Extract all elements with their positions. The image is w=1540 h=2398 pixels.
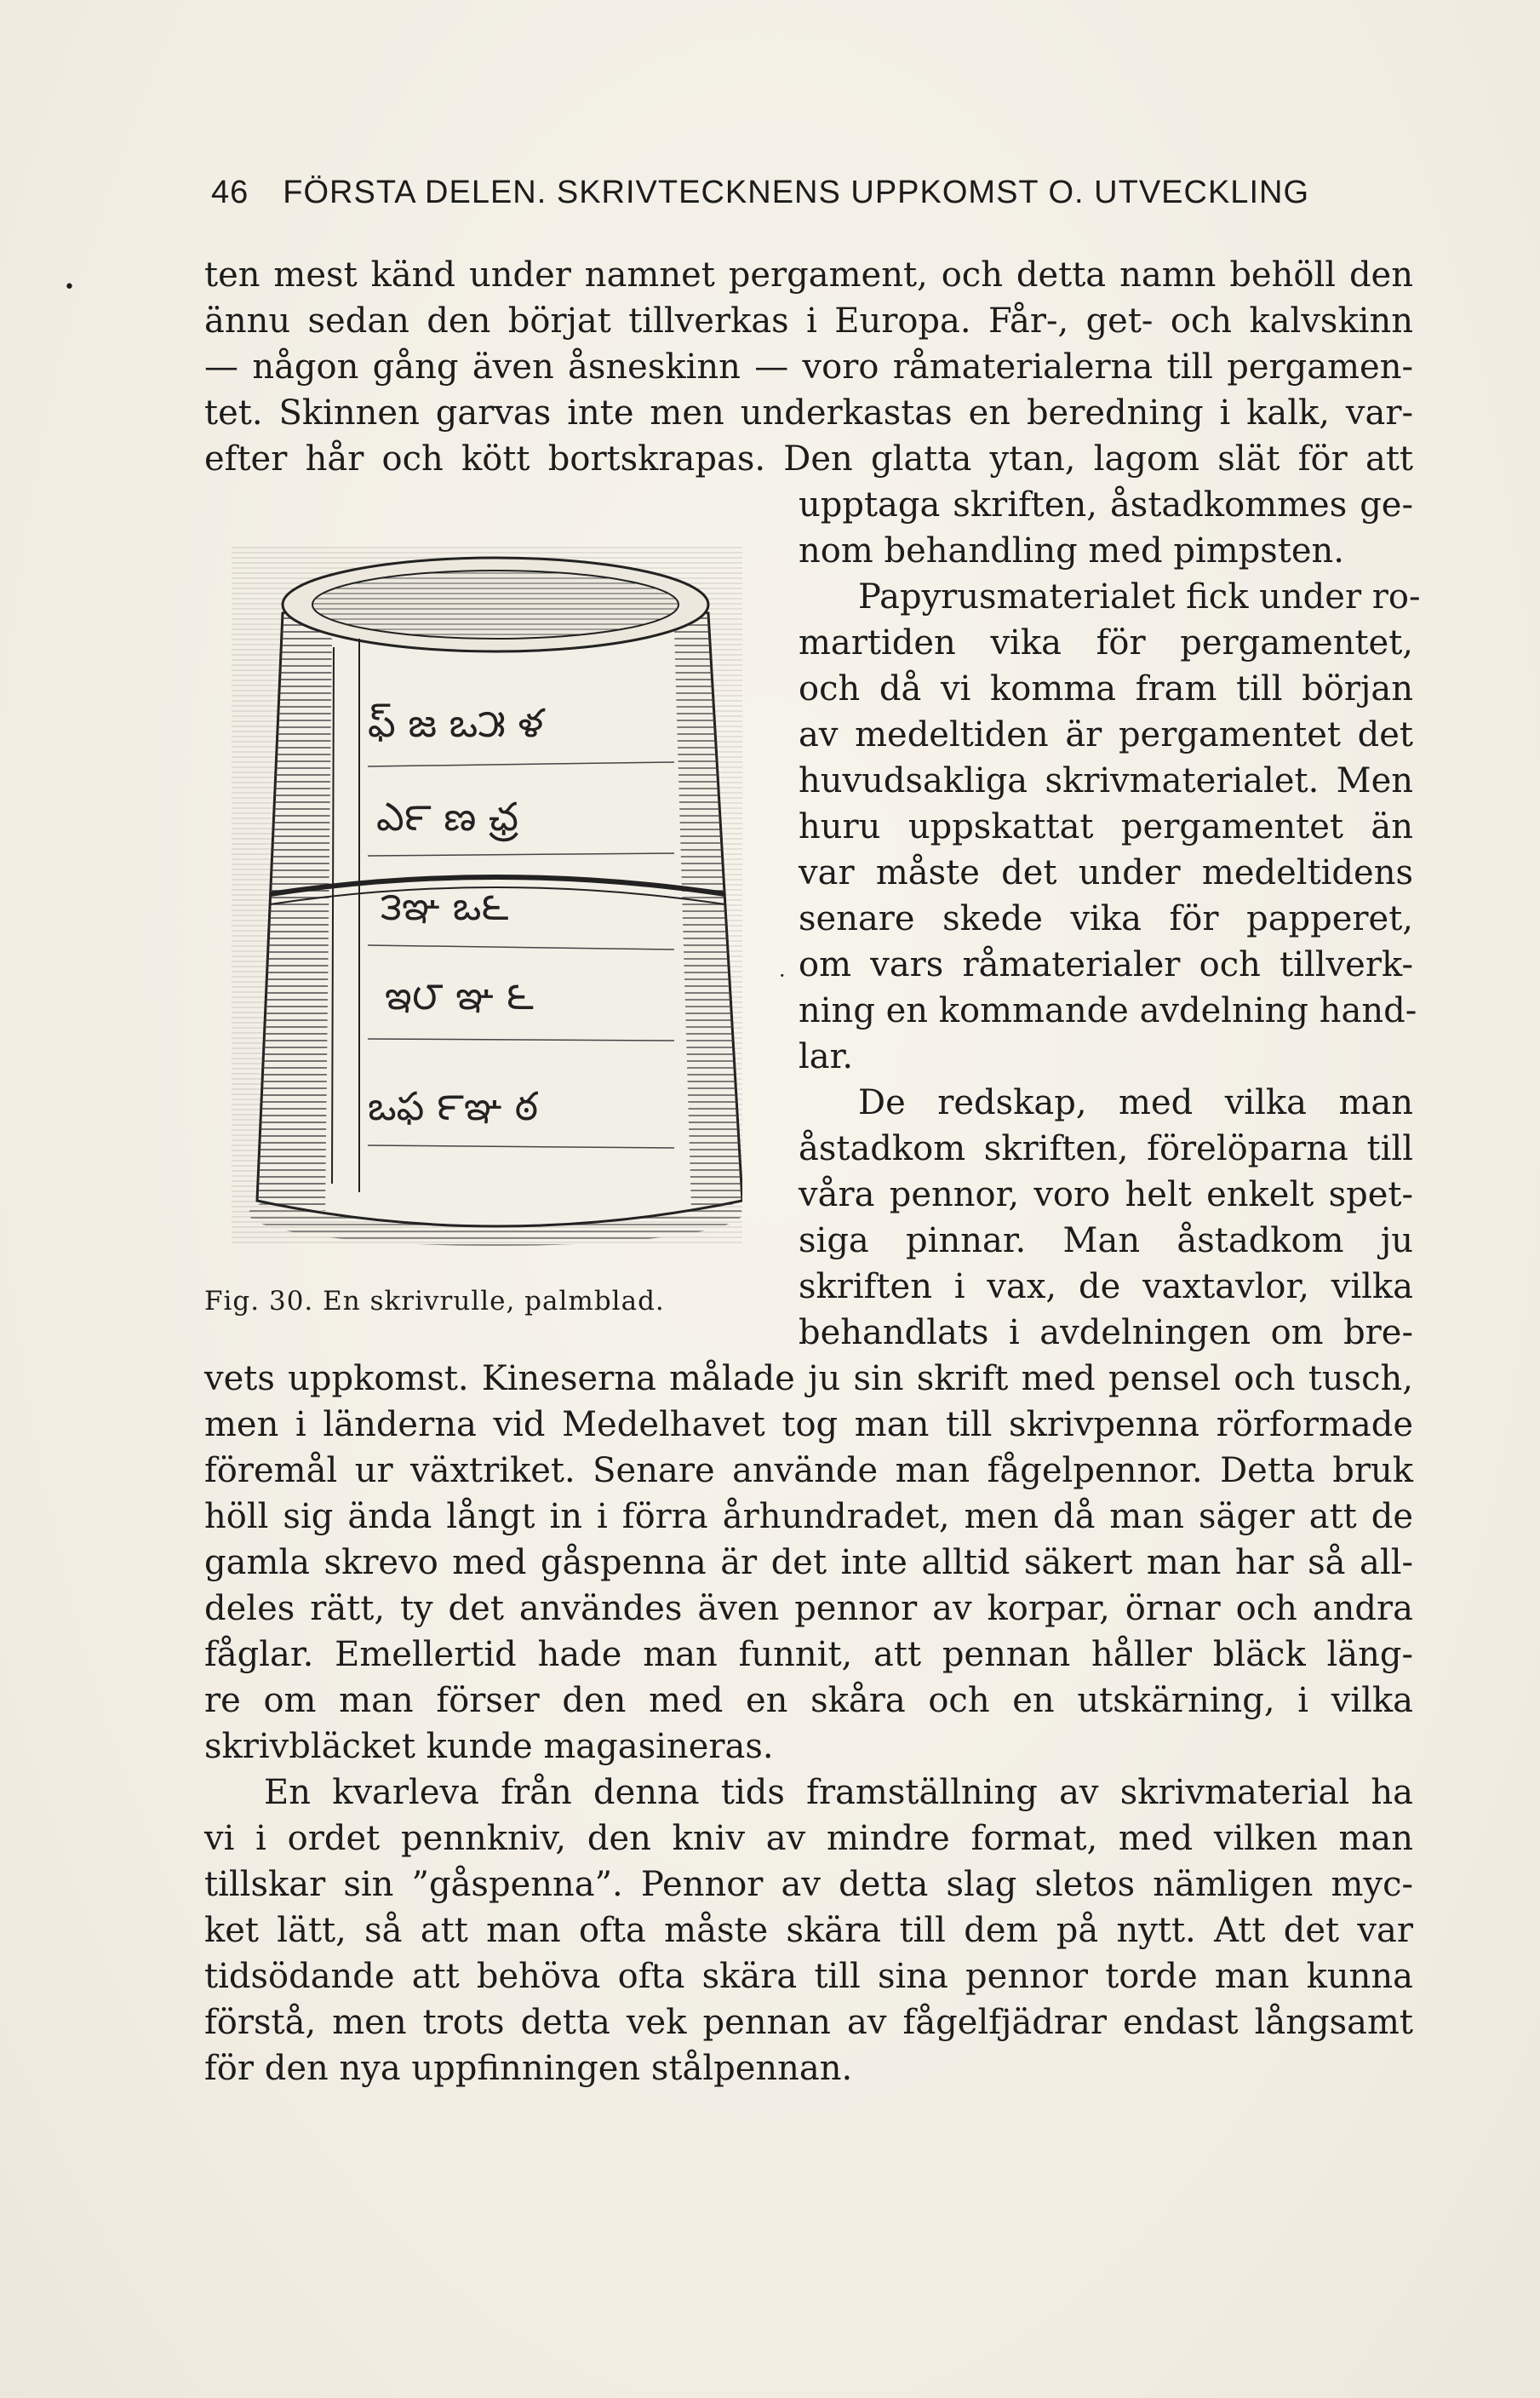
text-line: siga pinnar. Man åstadkom ju [799, 1221, 1413, 1260]
figure-caption: Fig. 30. En skrivrulle, palmblad. [204, 1286, 665, 1317]
svg-text:ఇ౮ ఞ ౬: ఇ౮ ఞ ౬ [385, 972, 535, 1018]
svg-text:౩ఞ ఒ౬: ౩ఞ ఒ౬ [381, 883, 509, 929]
svg-text:ఒఫ ౯ఞ ఠ: ఒఫ ౯ఞ ఠ [368, 1083, 538, 1129]
text-line: vets uppkomst. Kineserna målade ju sin skrift med pensel och tusch, [204, 1359, 1413, 1398]
page-number: 46 [211, 175, 249, 210]
text-line: för den nya uppfinningen stålpennan. [204, 2049, 853, 2088]
text-line: deles rätt, ty det användes även pennor av korpar, örnar och andra [204, 1589, 1413, 1628]
text-line: skriften i vax, de vaxtavlor, vilka [799, 1267, 1413, 1306]
text-line: re om man förser den med en skåra och en utskärning, i vilka [204, 1681, 1413, 1720]
text-line: upptaga skriften, åstadkommes ge- [799, 485, 1413, 525]
text-line: ket lätt, så att man ofta måste skära till dem på nytt. Att det var [204, 1911, 1413, 1950]
margin-mark: · [779, 964, 786, 988]
text-line: Papyrusmaterialet fick under ro- [858, 577, 1421, 617]
text-line: fåglar. Emellertid hade man funnit, att pennan håller bläck läng- [204, 1635, 1413, 1674]
text-line: nom behandling med pimpsten. [799, 531, 1345, 571]
running-header [211, 175, 1437, 211]
svg-text:ఎ౯ ణ ఛ్ర: ఎ౯ ణ ఛ్ర [376, 794, 519, 840]
text-line: lar. [799, 1037, 854, 1076]
text-line: tidsödande att behöva ofta skära till sina pennor torde man kunna [204, 1957, 1413, 1996]
text-line: tillskar sin ”gåspenna”. Pennor av detta slag sletos nämligen myc- [204, 1865, 1413, 1904]
text-line: förstå, men trots detta vek pennan av fågelfjädrar endast långsamt [204, 2003, 1413, 2042]
text-line: höll sig ända långt in i förra århundradet, men då man säger att de [204, 1497, 1413, 1536]
roll-engraving [232, 519, 742, 1286]
margin-mark: • [64, 277, 75, 298]
text-line: — någon gång även åsneskinn — voro råmaterialerna till pergamen- [204, 347, 1413, 387]
text-line: gamla skrevo med gåspenna är det inte alltid säkert man har så all- [204, 1543, 1413, 1582]
text-line: huru uppskattat pergamentet än [799, 807, 1413, 846]
text-line: ten mest känd under namnet pergament, och detta namn behöll den [204, 255, 1413, 295]
text-line: men i länderna vid Medelhavet tog man till skrivpenna rörformade [204, 1405, 1413, 1444]
text-line: martiden vika för pergamentet, [799, 623, 1413, 663]
text-line: ning en kommande avdelning hand- [799, 991, 1417, 1030]
text-line: åstadkom skriften, förelöparna till [799, 1129, 1413, 1168]
text-line: ännu sedan den börjat tillverkas i Europa. Får-, get- och kalvskinn [204, 301, 1413, 341]
text-line: föremål ur växtriket. Senare använde man fågelpennor. Detta bruk [204, 1451, 1413, 1490]
text-line: var måste det under medeltidens [799, 853, 1413, 892]
text-line: vi i ordet pennkniv, den kniv av mindre format, med vilken man [204, 1819, 1413, 1858]
text-line: behandlats i avdelningen om bre- [799, 1313, 1413, 1352]
running-title: FÖRSTA DELEN. SKRIVTECKNENS UPPKOMST O. UTVECKLING [283, 175, 1309, 210]
text-line: våra pennor, voro helt enkelt spet- [799, 1175, 1413, 1214]
text-line: skrivbläcket kunde magasineras. [204, 1727, 774, 1766]
text-line: av medeltiden är pergamentet det [799, 715, 1413, 754]
text-line: och då vi komma fram till början [799, 669, 1413, 708]
text-line: efter hår och kött bortskrapas. Den glatta ytan, lagom slät för att [204, 439, 1413, 479]
svg-text:ఫ్ జ ఒ౫ ళ: ఫ్ జ ఒ౫ ళ [368, 700, 544, 746]
text-line: senare skede vika för papperet, [799, 899, 1413, 938]
palm-leaf-roll-illustration [232, 519, 742, 1286]
text-line: En kvarleva från denna tids framställning av skrivmaterial ha [264, 1773, 1413, 1812]
text-line: tet. Skinnen garvas inte men underkastas en beredning i kalk, var- [204, 393, 1413, 433]
text-line: huvudsakliga skrivmaterialet. Men [799, 761, 1413, 800]
text-line: De redskap, med vilka man [858, 1083, 1413, 1122]
text-line: om vars råmaterialer och tillverk- [799, 945, 1413, 984]
